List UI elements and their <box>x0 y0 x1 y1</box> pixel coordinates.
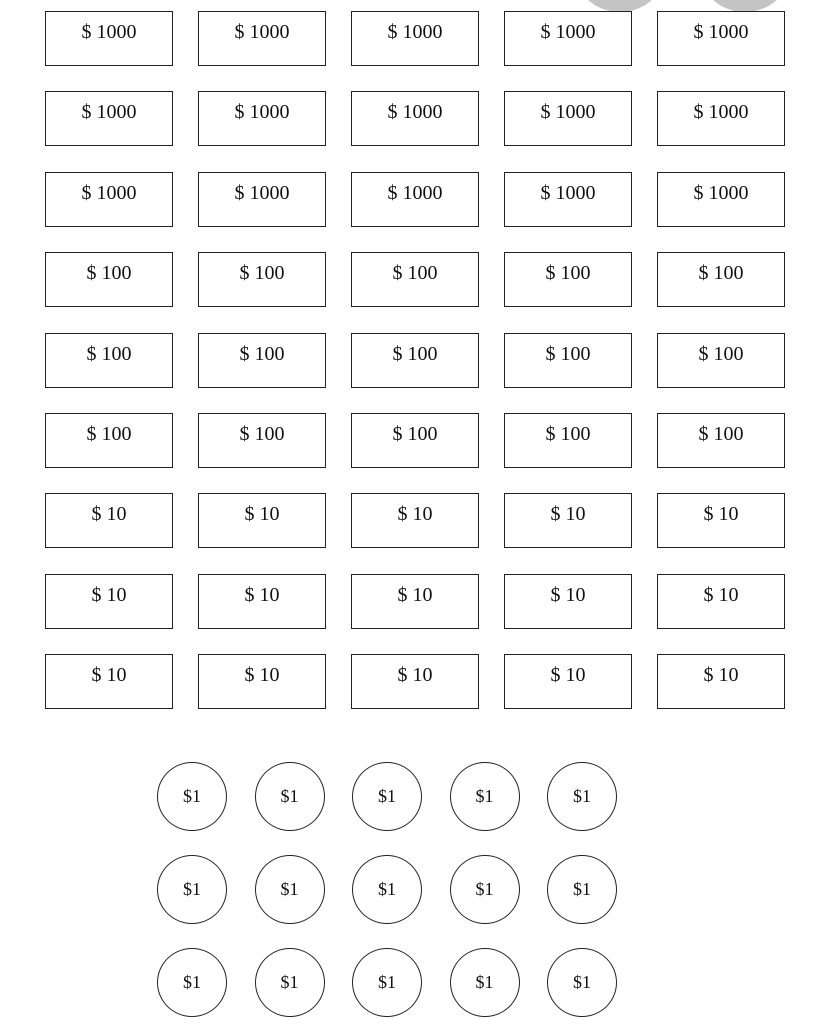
coin-1: $1 <box>450 948 520 1017</box>
coin-grid <box>157 762 617 1017</box>
bill-10: $ 10 <box>351 493 479 548</box>
bill-100: $ 100 <box>351 413 479 468</box>
coin-1: $1 <box>255 762 325 831</box>
bill-10: $ 10 <box>657 493 785 548</box>
bill-1000: $ 1000 <box>198 91 326 146</box>
bill-1000: $ 1000 <box>504 172 632 227</box>
coin-1: $1 <box>157 855 227 924</box>
bill-1000: $ 1000 <box>198 172 326 227</box>
bill-1000: $ 1000 <box>657 11 785 66</box>
bill-10: $ 10 <box>504 574 632 629</box>
coin-1: $1 <box>547 855 617 924</box>
bill-grid <box>45 11 785 709</box>
bill-1000: $ 1000 <box>45 91 173 146</box>
bill-10: $ 10 <box>351 654 479 709</box>
bill-10: $ 10 <box>198 493 326 548</box>
bill-10: $ 10 <box>504 493 632 548</box>
bill-10: $ 10 <box>351 574 479 629</box>
bill-1000: $ 1000 <box>351 91 479 146</box>
coin-1: $1 <box>352 855 422 924</box>
bill-100: $ 100 <box>45 413 173 468</box>
coin-1: $1 <box>352 948 422 1017</box>
bill-100: $ 100 <box>351 333 479 388</box>
bill-100: $ 100 <box>657 333 785 388</box>
bill-100: $ 100 <box>198 252 326 307</box>
coin-1: $1 <box>255 948 325 1017</box>
bill-10: $ 10 <box>504 654 632 709</box>
coin-1: $1 <box>157 948 227 1017</box>
bill-100: $ 100 <box>504 413 632 468</box>
bill-100: $ 100 <box>198 333 326 388</box>
bill-1000: $ 1000 <box>45 172 173 227</box>
bill-100: $ 100 <box>198 413 326 468</box>
bill-1000: $ 1000 <box>657 172 785 227</box>
bill-1000: $ 1000 <box>198 11 326 66</box>
bill-10: $ 10 <box>657 654 785 709</box>
coin-1: $1 <box>547 762 617 831</box>
bill-1000: $ 1000 <box>351 11 479 66</box>
bill-100: $ 100 <box>45 333 173 388</box>
bill-1000: $ 1000 <box>351 172 479 227</box>
bill-100: $ 100 <box>45 252 173 307</box>
coin-1: $1 <box>255 855 325 924</box>
bill-10: $ 10 <box>198 574 326 629</box>
bill-10: $ 10 <box>45 654 173 709</box>
bill-1000: $ 1000 <box>504 91 632 146</box>
bill-1000: $ 1000 <box>657 91 785 146</box>
coin-1: $1 <box>157 762 227 831</box>
bill-1000: $ 1000 <box>504 11 632 66</box>
coin-1: $1 <box>450 855 520 924</box>
bill-10: $ 10 <box>45 574 173 629</box>
coin-1: $1 <box>547 948 617 1017</box>
bill-100: $ 100 <box>504 333 632 388</box>
bill-10: $ 10 <box>198 654 326 709</box>
bill-100: $ 100 <box>657 252 785 307</box>
bill-1000: $ 1000 <box>45 11 173 66</box>
bill-100: $ 100 <box>504 252 632 307</box>
bill-10: $ 10 <box>657 574 785 629</box>
bill-100: $ 100 <box>657 413 785 468</box>
bill-10: $ 10 <box>45 493 173 548</box>
coin-1: $1 <box>352 762 422 831</box>
bill-100: $ 100 <box>351 252 479 307</box>
coin-1: $1 <box>450 762 520 831</box>
